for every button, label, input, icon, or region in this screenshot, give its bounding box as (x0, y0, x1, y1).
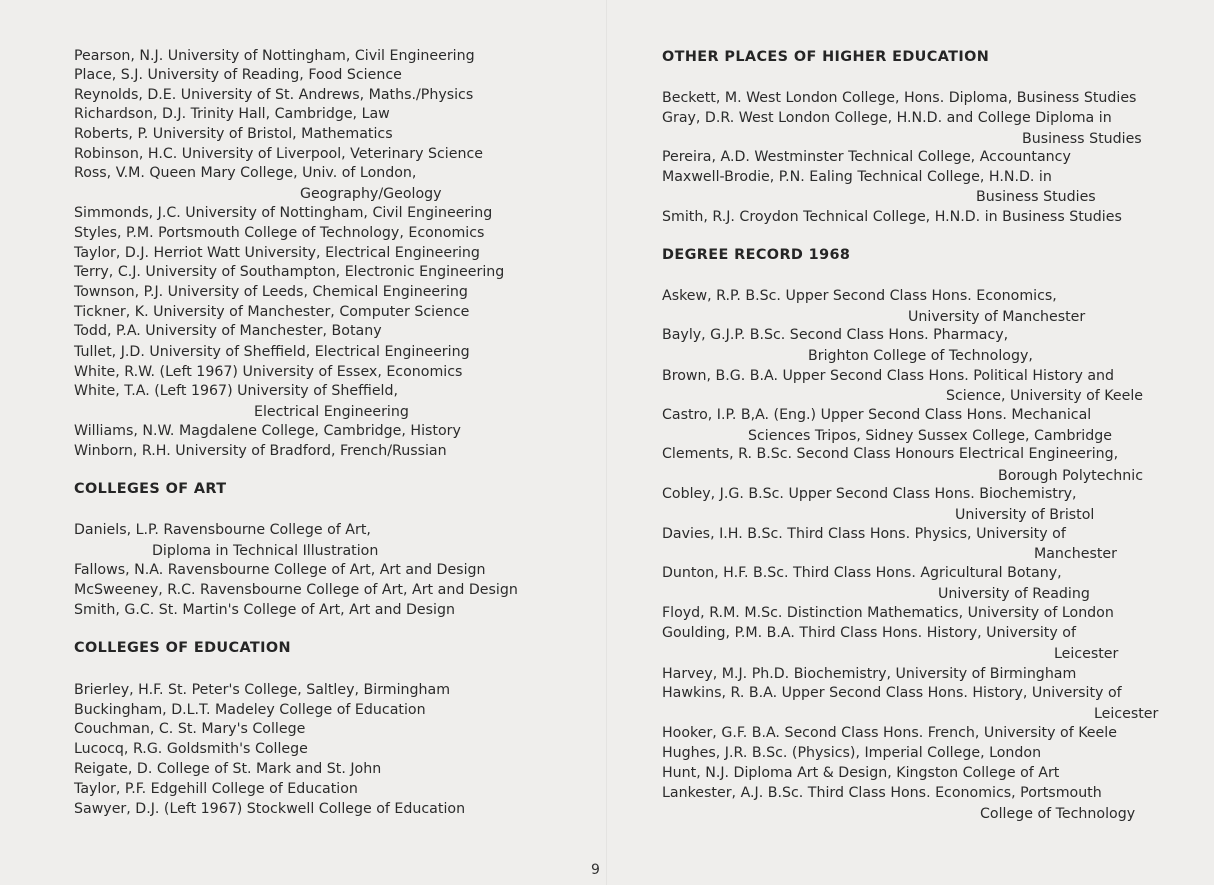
list-item: Smith, R.J. Croydon Technical College, H.N.D. in Business Studies (662, 209, 1122, 225)
list-item: Hawkins, R. B.A. Upper Second Class Hons. History, University of (662, 685, 1122, 701)
list-item: Castro, I.P. B,A. (Eng.) Upper Second Class Hons. Mechanical (662, 407, 1092, 423)
list-item: Davies, I.H. B.Sc. Third Class Hons. Physics, University of (662, 526, 1066, 542)
list-item-continuation: Sciences Tripos, Sidney Sussex College, Cambridge (748, 428, 1112, 444)
list-item: White, T.A. (Left 1967) University of Sheffield, (74, 383, 399, 399)
list-item: Hughes, J.R. B.Sc. (Physics), Imperial College, London (662, 745, 1042, 761)
list-item-continuation: Leicester (1054, 646, 1119, 662)
list-item-continuation: Borough Polytechnic (998, 468, 1143, 484)
list-item: White, R.W. (Left 1967) University of Essex, Economics (74, 364, 463, 380)
list-item: Pearson, N.J. University of Nottingham, Civil Engineering (74, 48, 475, 64)
list-item: Ross, V.M. Queen Mary College, Univ. of London, (74, 165, 417, 181)
list-item-continuation: University of Reading (938, 586, 1090, 602)
list-item: Floyd, R.M. M.Sc. Distinction Mathematics, University of London (662, 605, 1114, 621)
list-item: Beckett, M. West London College, Hons. Diploma, Business Studies (662, 90, 1137, 106)
list-item: Styles, P.M. Portsmouth College of Technology, Economics (74, 225, 485, 241)
list-item-continuation: Geography/Geology (300, 186, 442, 202)
list-item: Lankester, A.J. B.Sc. Third Class Hons. Economics, Portsmouth (662, 785, 1102, 801)
list-item-continuation: Electrical Engineering (254, 404, 409, 420)
list-item: Williams, N.W. Magdalene College, Cambridge, History (74, 423, 461, 439)
page-number: 9 (591, 862, 600, 878)
list-item: Taylor, P.F. Edgehill College of Education (74, 781, 358, 797)
list-item: Smith, G.C. St. Martin's College of Art, Art and Design (74, 602, 455, 618)
list-item-continuation: Diploma in Technical Illustration (152, 543, 379, 559)
list-item: Maxwell-Brodie, P.N. Ealing Technical College, H.N.D. in (662, 169, 1052, 185)
list-item-continuation: Science, University of Keele (946, 388, 1144, 404)
list-item: Hooker, G.F. B.A. Second Class Hons. French, University of Keele (662, 725, 1117, 741)
list-item: Taylor, D.J. Herriot Watt University, Electrical Engineering (74, 245, 480, 261)
list-item: Robinson, H.C. University of Liverpool, Veterinary Science (74, 146, 483, 162)
page-fold (606, 0, 607, 885)
list-item: Askew, R.P. B.Sc. Upper Second Class Hons. Economics, (662, 288, 1057, 304)
list-item-continuation: Leicester (1094, 706, 1159, 722)
list-item-continuation: University of Manchester (908, 309, 1086, 325)
list-item-continuation: Business Studies (976, 189, 1096, 205)
list-item: Harvey, M.J. Ph.D. Biochemistry, University of Birmingham (662, 666, 1077, 682)
list-item: Pereira, A.D. Westminster Technical College, Accountancy (662, 149, 1071, 165)
list-item: Buckingham, D.L.T. Madeley College of Education (74, 702, 426, 718)
list-item: Reynolds, D.E. University of St. Andrews, Maths./Physics (74, 87, 474, 103)
list-item: Tickner, K. University of Manchester, Computer Science (74, 304, 470, 320)
list-item: Daniels, L.P. Ravensbourne College of Art, (74, 522, 371, 538)
list-item-continuation: College of Technology (980, 806, 1136, 822)
section-heading-colleges-of-education: COLLEGES OF EDUCATION (74, 640, 291, 656)
list-item: Couchman, C. St. Mary's College (74, 721, 306, 737)
section-heading-colleges-of-art: COLLEGES OF ART (74, 481, 227, 497)
list-item: Sawyer, D.J. (Left 1967) Stockwell College of Education (74, 801, 466, 817)
list-item: Todd, P.A. University of Manchester, Botany (74, 323, 382, 339)
list-item: Hunt, N.J. Diploma Art & Design, Kingston College of Art (662, 765, 1060, 781)
list-item: Bayly, G.J.P. B.Sc. Second Class Hons. Pharmacy, (662, 327, 1009, 343)
list-item-continuation: Manchester (1034, 546, 1117, 562)
list-item: Gray, D.R. West London College, H.N.D. and College Diploma in (662, 110, 1112, 126)
section-heading-degree-record: DEGREE RECORD 1968 (662, 247, 851, 263)
list-item: Winborn, R.H. University of Bradford, French/Russian (74, 443, 447, 459)
list-item: Roberts, P. University of Bristol, Mathematics (74, 126, 393, 142)
list-item: Lucocq, R.G. Goldsmith's College (74, 741, 308, 757)
list-item: Fallows, N.A. Ravensbourne College of Art, Art and Design (74, 562, 486, 578)
list-item: Place, S.J. University of Reading, Food Science (74, 67, 402, 83)
list-item: Simmonds, J.C. University of Nottingham, Civil Engineering (74, 205, 493, 221)
list-item: Reigate, D. College of St. Mark and St. John (74, 761, 382, 777)
list-item: Terry, C.J. University of Southampton, Electronic Engineering (74, 264, 505, 280)
list-item: Clements, R. B.Sc. Second Class Honours Electrical Engineering, (662, 446, 1119, 462)
list-item-continuation: Brighton College of Technology, (808, 348, 1033, 364)
list-item-continuation: Business Studies (1022, 131, 1142, 147)
section-heading-other-places: OTHER PLACES OF HIGHER EDUCATION (662, 49, 990, 65)
list-item: Brown, B.G. B.A. Upper Second Class Hons. Political History and (662, 368, 1115, 384)
list-item: Richardson, D.J. Trinity Hall, Cambridge, Law (74, 106, 390, 122)
list-item: Townson, P.J. University of Leeds, Chemical Engineering (74, 284, 468, 300)
list-item: Goulding, P.M. B.A. Third Class Hons. History, University of (662, 625, 1076, 641)
list-item: McSweeney, R.C. Ravensbourne College of Art, Art and Design (74, 582, 518, 598)
list-item: Cobley, J.G. B.Sc. Upper Second Class Hons. Biochemistry, (662, 486, 1077, 502)
list-item: Tullet, J.D. University of Sheffield, Electrical Engineering (74, 344, 470, 360)
list-item: Brierley, H.F. St. Peter's College, Saltley, Birmingham (74, 682, 451, 698)
list-item-continuation: University of Bristol (955, 507, 1095, 523)
list-item: Dunton, H.F. B.Sc. Third Class Hons. Agricultural Botany, (662, 565, 1062, 581)
